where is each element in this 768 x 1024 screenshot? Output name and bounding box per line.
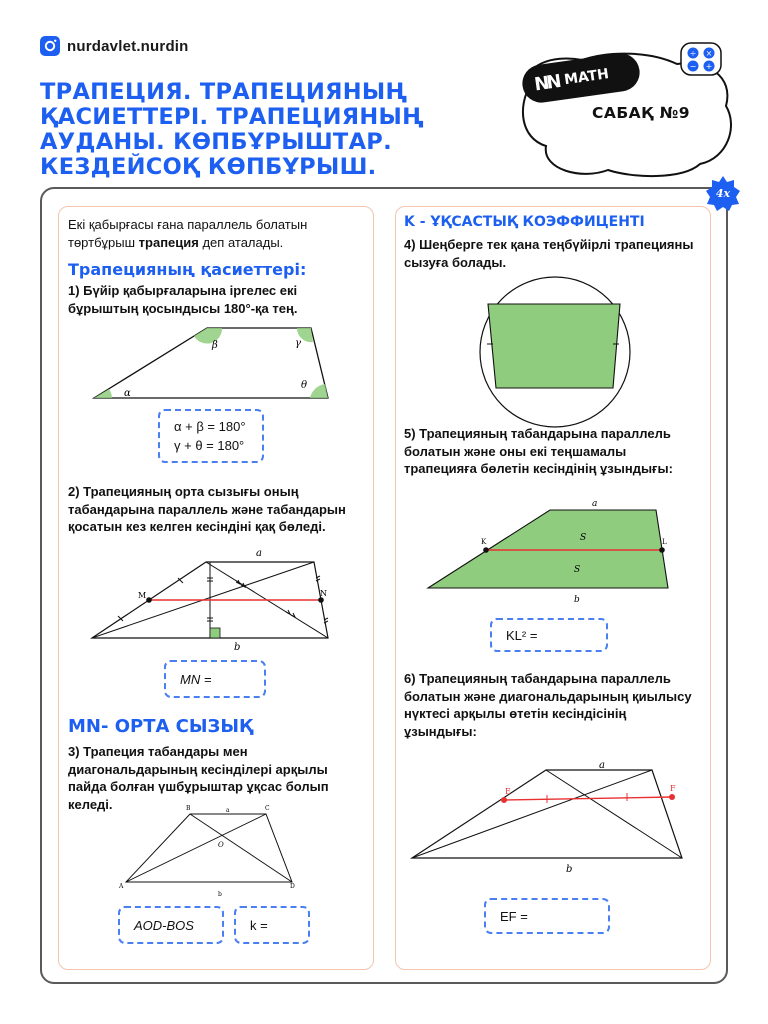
similar-triangles-box — [118, 906, 224, 944]
base-a-label: a — [599, 760, 605, 771]
vertex-c-label: C — [265, 805, 270, 812]
vertex-d-label: D — [290, 883, 295, 890]
k-coefficient-heading: K - ҰҚСАСТЫҚ КОЭФФИЦЕНТІ — [404, 214, 645, 230]
similar-triangles-text: AOD-BOS — [134, 917, 194, 933]
point-n-label: N — [320, 589, 327, 598]
figure-inscribed-trapezoid — [470, 272, 640, 434]
beta-label: β — [212, 340, 218, 351]
mn-formula-text: MN = — [180, 671, 212, 687]
base-a-label: a — [592, 499, 598, 509]
badge-text: 4x — [715, 187, 731, 200]
definition-term: трапеция — [138, 234, 199, 250]
title-line: КЕЗДЕЙСОҚ КӨПБҰРЫШ. — [40, 154, 377, 180]
property-5: 5) Трапецияның табандарына параллель болатын және оны екі теңшамалы трапецияға бөлетін кесіндінің ұзындығы: — [404, 426, 673, 476]
logo-math-text: MATH — [563, 66, 610, 89]
lesson-number: САБАҚ №9 — [592, 104, 691, 122]
title-line: ТРАПЕЦИЯ. ТРАПЕЦИЯНЫҢ — [40, 79, 408, 105]
theta-label: θ — [301, 380, 308, 391]
midline-formula-box — [164, 660, 266, 698]
point-f-label: F — [670, 784, 676, 793]
gamma-label: γ — [295, 338, 301, 349]
property-3: 3) Трапеция табандары мен диагональдарының кесінділері арқылы пайда болған үшбұрыштар ұқсас болып келеді. — [68, 744, 329, 812]
property-2: 2) Трапецияның орта сызығы оның табандарына параллель және табандарын қосатын кез келген кесіндіні қақ бөледі. — [68, 484, 346, 534]
point-k-label: K — [481, 538, 487, 546]
handle-text: nurdavlet.nurdin — [67, 37, 189, 55]
point-l-label: L — [662, 538, 667, 546]
bottom-b-label: b — [218, 891, 222, 898]
property-4: 4) Шеңберге тек қана теңбүйірлі трапецияны сызуға болады. — [404, 237, 694, 270]
math-operations-icon — [680, 42, 722, 76]
svg-text:÷: ÷ — [689, 49, 697, 58]
formula-gamma-theta: γ + θ = 180° — [174, 438, 245, 453]
badge-4x-icon — [705, 175, 741, 211]
k-formula-box — [234, 906, 310, 944]
properties-heading: Трапецияның қасиеттері: — [68, 260, 307, 279]
figure-diagonal-intersection-trapezoid — [406, 754, 696, 878]
svg-text:×: × — [705, 49, 713, 58]
figure-midline-trapezoid — [86, 546, 340, 653]
base-b-label: b — [566, 864, 573, 875]
formula-alpha-beta: α + β = 180° — [174, 419, 246, 434]
k-formula-text: k = — [250, 917, 268, 933]
vertex-a-label: A — [119, 883, 124, 890]
svg-text:+: + — [705, 62, 713, 71]
alpha-label: α — [124, 388, 131, 399]
svg-text:−: − — [689, 62, 697, 71]
author-handle — [40, 36, 189, 56]
title-line: АУДАНЫ. КӨПБҰРЫШТАР. — [40, 129, 392, 155]
point-e-label: E — [505, 787, 511, 796]
vertex-b-label: B — [186, 805, 191, 812]
midline-heading: MN- ОРТА СЫЗЫҚ — [68, 716, 253, 737]
definition-text: Екі қабырғасы ғана параллель болатын төртбұрыш — [68, 217, 308, 250]
ef-formula-box — [484, 898, 610, 934]
trapezoid-definition — [68, 216, 364, 251]
instagram-icon — [40, 36, 60, 56]
definition-text-end: деп аталады. — [198, 234, 284, 250]
angle-sum-box — [158, 409, 264, 463]
area-s-bottom-label: S — [574, 565, 581, 575]
property-6: 6) Трапецияның табандарына параллель болатын және диагональдарының қиылысу нүктесі арқылы өтетін кесіндісінің ұзындығы: — [404, 671, 692, 739]
base-a-label: a — [256, 548, 262, 559]
kl-formula-text: KL² = — [506, 627, 538, 643]
logo-mark-icon: NN — [532, 70, 560, 95]
figure-similar-triangles — [118, 804, 308, 898]
page-title — [40, 80, 510, 180]
property-1: 1) Бүйір қабырғаларына іргелес екі бұрыштың қосындысы 180°-қа тең. — [68, 283, 298, 316]
base-b-label: b — [574, 595, 580, 605]
ef-formula-text: EF = — [500, 908, 528, 924]
figure-equal-area-trapezoid — [424, 496, 680, 606]
kl-formula-box — [490, 618, 608, 652]
point-m-label: M — [138, 591, 147, 600]
base-b-label: b — [234, 642, 241, 653]
area-s-top-label: S — [580, 533, 587, 543]
top-a-label: a — [226, 807, 230, 814]
title-line: ҚАСИЕТТЕРІ. ТРАПЕЦИЯНЫҢ — [40, 104, 424, 130]
center-o-label: O — [218, 841, 224, 849]
figure-angles-trapezoid — [88, 322, 338, 404]
